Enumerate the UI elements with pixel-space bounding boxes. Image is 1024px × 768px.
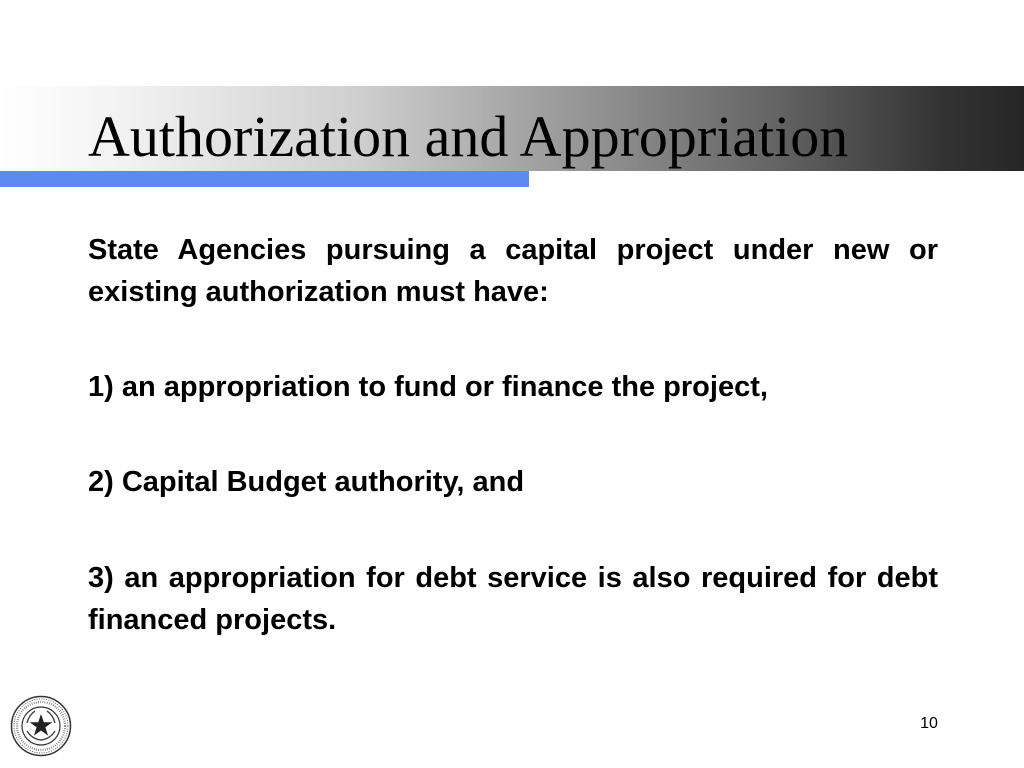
state-seal-icon <box>10 695 72 757</box>
page-number: 10 <box>920 715 938 732</box>
intro-text: State Agencies pursuing a capital project under new or existing authorization must have: <box>88 234 938 308</box>
list-item-2: 2) Capital Budget authority, and <box>88 466 525 498</box>
title-accent-bar <box>0 171 529 187</box>
list-item-1: 1) an appropriation to fund or finance the project, <box>88 371 768 403</box>
list-item-3: 3) an appropriation for debt service is also required for debt financed projects. <box>88 562 938 636</box>
slide-title: Authorization and Appropriation <box>88 104 849 169</box>
